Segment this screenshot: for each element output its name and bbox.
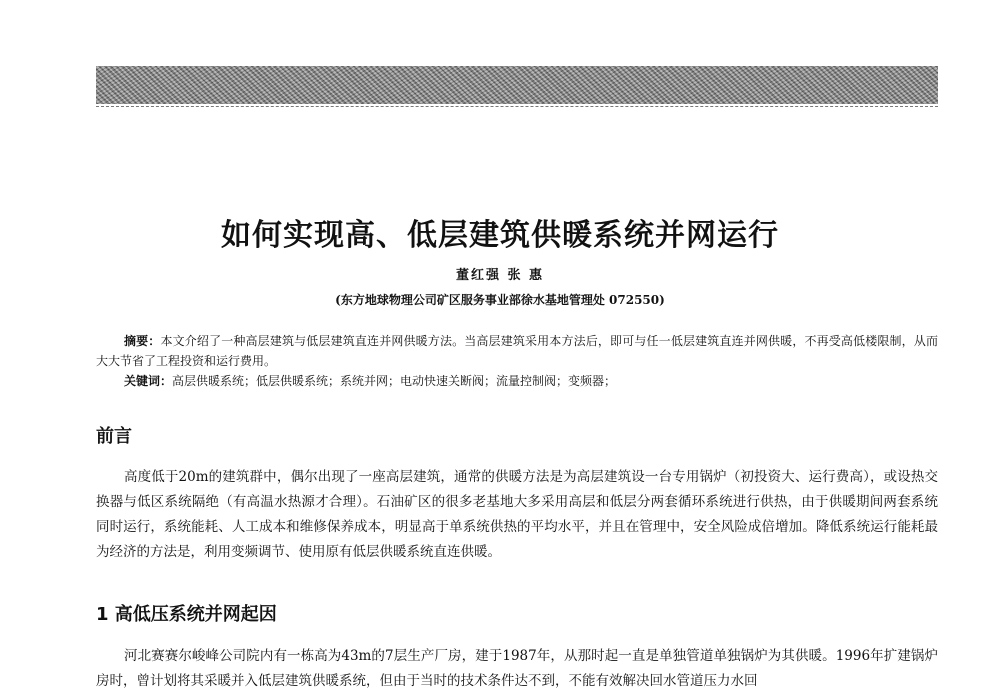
abstract-label: 摘要： [124,334,161,348]
header-divider [96,106,938,107]
keywords [124,371,938,391]
keywords-label: 关键词： [124,374,173,388]
abstract [96,331,938,371]
section-heading-intro: 前言 [96,426,132,447]
abstract-text: 本文介绍了一种高层建筑与低层建筑直连并网供暖方法。当高层建筑采用本方法后，即可与任一低层建筑直连并网供暖，不再受高低楼限制，从而大大节省了工程投资和运行费用。 [96,334,938,368]
paper-title: 如何实现高、低层建筑供暖系统并网运行 [221,218,779,253]
intro-paragraph: 高度低于20m的建筑群中，偶尔出现了一座高层建筑，通常的供暖方法是为高层建筑设一台专用锅炉（初投资大、运行费高），或设热交换器与低区系统隔绝（有高温水热源才合理）。石油矿区的很多老基地大多采用高层和低层分两套循环系统进行供热，由于供暖期间两套系统同时运行，系统能耗、人工成本和维修保养成本，明显高于单系统供热的平均水平，并且在管理中，安全风险成倍增加。降低系统运行能耗最为经济的方法是，利用变频调节、使用原有低层供暖系统直连供暖。 [96,469,938,560]
keywords-text: 高层供暖系统；低层供暖系统；系统并网；电动快速关断阀；流量控制阀；变频器； [172,374,617,388]
section-1-paragraph: 河北赛赛尔峻峰公司院内有一栋高为43m的7层生产厂房，建于1987年，从那时起一直是单独管道单独锅炉为其供暖。1996年扩建锅炉房时，曾计划将其采暖并入低层建筑供暖系统，但由于当时的技术条件达不到，不能有效解决回水管道压力水回 [96,648,938,689]
affiliation: (东方地球物理公司矿区服务事业部徐水基地管理处 072550) [335,293,665,307]
running-header-band [96,66,938,104]
section-heading-1: 1 高低压系统并网起因 [96,604,277,625]
authors: 董红强 张 惠 [455,268,545,283]
